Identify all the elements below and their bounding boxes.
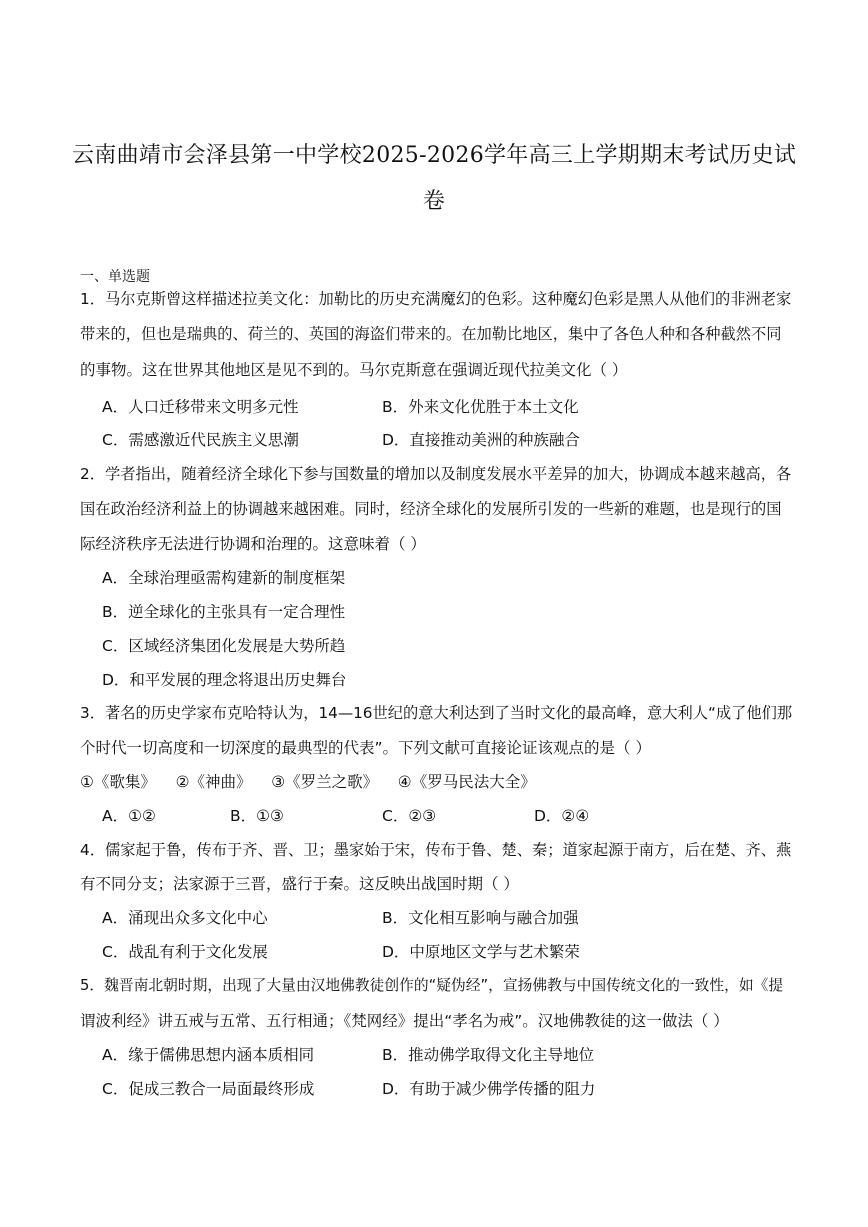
question-4-line-2: 有不同分支；法家源于三晋，盛行于秦。这反映出战国时期（ ）: [80, 875, 519, 893]
question-2-line-3: 际经济秩序无法进行协调和治理的。这意味着（ ）: [80, 535, 426, 553]
question-5-option-c: C．促成三教合一局面最终形成: [102, 1080, 315, 1098]
question-3-line-2: 个时代一切高度和一切深度的最典型的代表”。下列文献可直接论证该观点的是（ ）: [80, 739, 651, 757]
question-3-option-b: B．①③: [230, 807, 284, 825]
section-heading: 一、单选题: [80, 269, 150, 285]
question-4-line-1: 4．儒家起于鲁，传布于齐、晋、卫；墨家始于宋，传布于鲁、楚、秦；道家起源于南方，后在楚、齐、燕: [80, 841, 792, 859]
question-2-line-2: 国在政治经济利益上的协调越来越困难。同时，经济全球化的发展所引发的一些新的难题，也是现行的国: [80, 500, 782, 518]
question-4-option-b: B．文化相互影响与融合加强: [382, 909, 579, 927]
question-1-option-b: B．外来文化优胜于本土文化: [382, 398, 579, 416]
question-2-option-d: D．和平发展的理念将退出历史舞台: [102, 671, 347, 689]
question-4-option-c: C．战乱有利于文化发展: [102, 943, 268, 961]
question-5-option-a: A．缘于儒佛思想内涵本质相同: [102, 1046, 315, 1064]
question-1-line-1: 1．马尔克斯曾这样描述拉美文化：加勒比的历史充满魔幻的色彩。这种魔幻色彩是黑人从他们的非洲老家: [80, 290, 792, 308]
question-1-option-a: A．人口迁移带来文明多元性: [102, 398, 299, 416]
question-3-line-1: 3．著名的历史学家布克哈特认为，14—16世纪的意大利达到了当时文化的最高峰，意大利人“成了他们那: [80, 704, 793, 722]
question-5-line-2: 谓波利经》讲五戒与五常、五行相通；《梵网经》提出“孝名为戒”。汉地佛教徒的这一做法（ ）: [80, 1012, 729, 1030]
question-1-option-c: C．需感激近代民族主义思潮: [102, 431, 299, 449]
question-4-option-d: D．中原地区文学与艺术繁荣: [382, 943, 580, 961]
question-5-option-b: B．推动佛学取得文化主导地位: [382, 1046, 595, 1064]
question-5-option-d: D．有助于减少佛学传播的阻力: [382, 1080, 596, 1098]
question-2-line-1: 2．学者指出，随着经济全球化下参与国数量的增加以及制度发展水平差异的加大，协调成本越来越高，各: [80, 465, 792, 483]
question-1-line-2: 带来的，但也是瑞典的、荷兰的、英国的海盗们带来的。在加勒比地区，集中了各色人种和各种截然不同: [80, 325, 782, 343]
page-title: [72, 133, 796, 225]
question-3-option-a: A．①②: [102, 807, 156, 825]
question-3-option-c: C．②③: [382, 807, 437, 825]
question-3-option-d: D．②④: [534, 807, 590, 825]
question-1-option-d: D．直接推动美洲的种族融合: [382, 431, 580, 449]
question-3-line-3: ①《歌集》 ②《神曲》 ③《罗兰之歌》 ④《罗马民法大全》: [80, 773, 536, 791]
question-1-line-3: 的事物。这在世界其他地区是见不到的。马尔克斯意在强调近现代拉美文化（ ）: [80, 361, 628, 379]
question-2-option-b: B．逆全球化的主张具有一定合理性: [102, 603, 346, 621]
title-line-2: 卷: [422, 189, 446, 214]
question-5-line-1: 5．魏晋南北朝时期，出现了大量由汉地佛教徒创作的“疑伪经”，宣扬佛教与中国传统文化的一致性，如《提: [80, 977, 784, 994]
question-4-option-a: A．涌现出众多文化中心: [102, 909, 268, 927]
title-line-1: 云南曲靖市会泽县第一中学校2025-2026学年高三上学期期末考试历史试: [72, 143, 797, 168]
question-2-option-a: A．全球治理亟需构建新的制度框架: [102, 569, 346, 587]
question-2-option-c: C．区域经济集团化发展是大势所趋: [102, 637, 346, 655]
